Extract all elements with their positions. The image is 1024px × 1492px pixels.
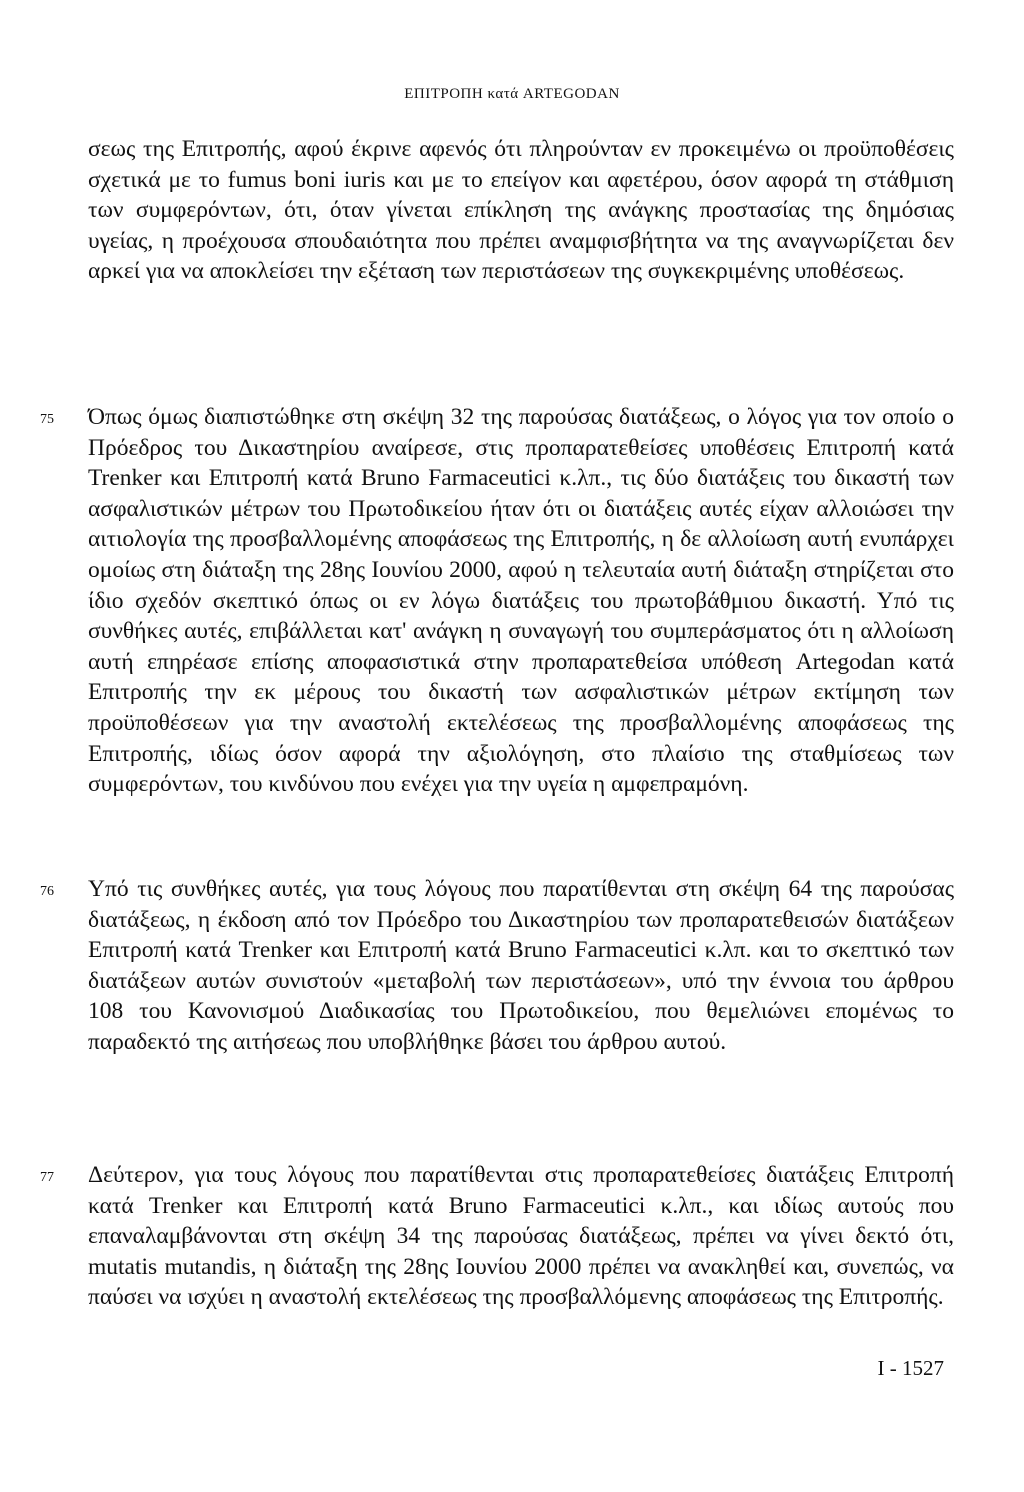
paragraph-76: Υπό τις συνθήκες αυτές, για τους λόγους που παρατίθενται στη σκέψη 64 της παρούσας διατάξεως, η έκδοση από τον Πρόεδρο του Δικαστηρίου των προπαρατεθεισών διατάξεων Επιτροπή κατά Trenker και Επιτροπή κατά Bruno Farmaceutici κ.λπ. και το σκεπτικό των διατάξεων αυτών συνιστούν «μεταβολή των περιστάσεων», υπό την έννοια του άρθρου 108 του Κανονισμού Διαδικασίας του Πρωτοδικείου, που θεμελιώνει επομένως το παραδεκτό της αιτήσεως που υποβλήθηκε βάσει του άρθρου αυτού. <box>88 876 954 1055</box>
paragraph-number-75: 75 <box>40 412 54 427</box>
page-number: I - 1527 <box>877 1356 944 1380</box>
paragraph-75: Όπως όμως διαπιστώθηκε στη σκέψη 32 της παρούσας διατάξεως, ο λόγος για τον οποίο ο Πρόεδρος του Δικαστηρίου αναίρεσε, στις προπαρατεθείσες υποθέσεις Επιτροπή κατά Trenker και Επιτροπή κατά Bruno Farmaceutici κ.λπ., τις δύο διατάξεις του δικαστή των ασφαλιστικών μέτρων του Πρωτοδικείου ήταν ότι οι διατάξεις αυτές είχαν αλλοιώσει την αιτιολογία της προσβαλλομένης αποφάσεως της Επιτροπής, η δε αλλοίωση αυτή ενυπάρχει ομοίως στη διάταξη της 28ης Ιουνίου 2000, αφού η τελευταία αυτή διάταξη στηρίζεται στο ίδιο σχεδόν σκεπτικό όπως οι εν λόγω διατάξεις του πρωτοβάθμιου δικαστή. Υπό τις συνθήκες αυτές, επιβάλλεται κατ' ανάγκη η συναγωγή του συμπεράσματος ότι η αλλοίωση αυτή επηρέασε επίσης αποφασιστικά στην προπαρατεθείσα υπόθεση Artegodan κατά Επιτροπής την εκ μέρους του δικαστή των ασφαλιστικών μέτρων εκτίμηση των προϋποθέσεων για την αναστολή εκτελέσεως της προσβαλλομένης αποφάσεως της Επιτροπής, ιδίως όσον αφορά την αξιολόγηση, στο πλαίσιο της σταθμίσεως των συμφερόντων, του κινδύνου που ενέχει για την υγεία η αμφεπραμόνη. <box>88 404 954 798</box>
paragraph-number-76: 76 <box>40 884 54 899</box>
paragraph-continuation: σεως της Επιτροπής, αφού έκρινε αφενός ότι πληρούνταν εν προκειμένω οι προϋποθέσεις σχετικά με το fumus boni iuris και με το επείγον και αφετέρου, όσον αφορά τη στάθμιση των συμφερόντων, ότι, όταν γίνεται επίκληση της ανάγκης προστασίας της δημόσιας υγείας, η προέχουσα σπουδαιότητα που πρέπει αναμφισβήτητα να της αναγνωρίζεται δεν αρκεί για να αποκλείσει την εξέταση των περιστάσεων της συγκεκριμένης υποθέσεως. <box>88 136 954 285</box>
running-header: ΕΠΙΤΡΟΠΗ κατά ARTEGODAN <box>404 86 620 102</box>
paragraph-number-77: 77 <box>40 1170 54 1185</box>
paragraph-77: Δεύτερον, για τους λόγους που παρατίθενται στις προπαρατεθείσες διατάξεις Επιτροπή κατά Trenker και Επιτροπή κατά Bruno Farmaceutici κ.λπ., και ιδίως αυτούς που επαναλαμβάνονται στη σκέψη 34 της παρούσας διατάξεως, πρέπει να γίνει δεκτό ότι, mutatis mutandis, η διάταξη της 28ης Ιουνίου 2000 πρέπει να ανακληθεί και, συνεπώς, να παύσει να ισχύει η αναστολή εκτελέσεως της προσβαλλόμενης αποφάσεως της Επιτροπής. <box>88 1162 954 1311</box>
